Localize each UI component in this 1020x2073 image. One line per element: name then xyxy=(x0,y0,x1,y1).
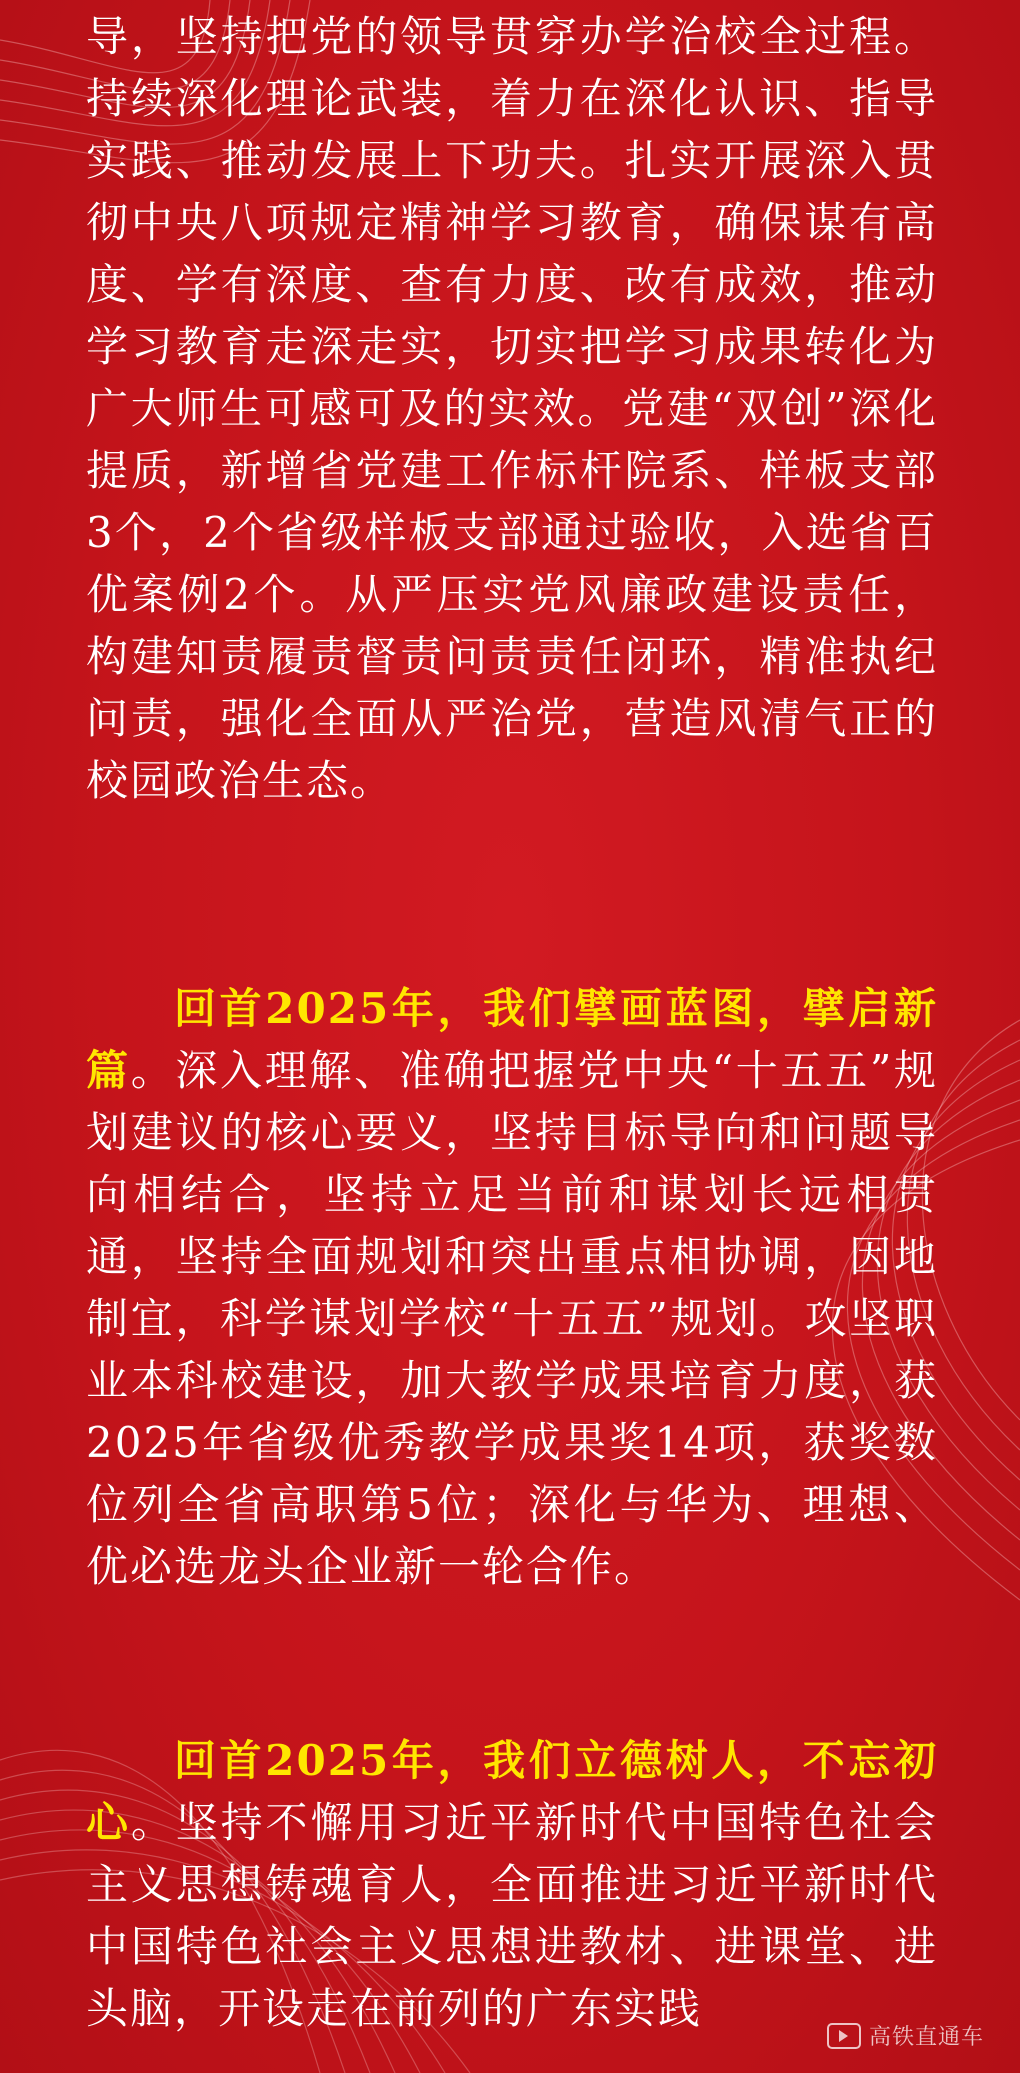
video-play-icon xyxy=(827,2023,861,2049)
paragraph-2-text: 。深入理解、准确把握党中央“十五五”规划建议的核心要义，坚持目标导向和问题导向相结合，坚持立足当前和谋划长远相贯通，坚持全面规划和突出重点相协调，因地制宜，科学谋划学校“十五五”规划。攻坚职业本科校建设，加大教学成果培育力度，获2025年省级优秀教学成果奖14项，获奖数位列全省高职第5位；深化与华为、理想、优必选龙头企业新一轮合作。 xyxy=(86,1046,938,1591)
watermark-text: 高铁直通车 xyxy=(868,2025,984,2050)
watermark xyxy=(827,2020,984,2051)
article-paragraph-2 xyxy=(86,978,938,1598)
paragraph-2-highlight: 回首2025年，我们擘画蓝图，擘启新篇 xyxy=(86,984,938,1095)
paragraph-3-highlight: 回首2025年，我们立德树人，不忘初心 xyxy=(86,1736,938,1847)
paragraph-3-text: 。坚持不懈用习近平新时代中国特色社会主义思想铸魂育人，全面推进习近平新时代中国特色社会主义思想进教材、进课堂、进头脑，开设走在前列的广东实践 xyxy=(86,1798,938,2033)
paragraph-1-text: 导，坚持把党的领导贯穿办学治校全过程。持续深化理论武装，着力在深化认识、指导实践、推动发展上下功夫。扎实开展深入贯彻中央八项规定精神学习教育，确保谋有高度、学有深度、查有力度、改有成效，推动学习教育走深走实，切实把学习成果转化为广大师生可感可及的实效。党建“双创”深化提质，新增省党建工作标杆院系、样板支部3个，2个省级样板支部通过验收，入选省百优案例2个。从严压实党风廉政建设责任，构建知责履责督责问责责任闭环，精准执纪问责，强化全面从严治党，营造风清气正的校园政治生态。 xyxy=(86,12,938,805)
article-paragraph-3 xyxy=(86,1730,938,2040)
article-paragraph-1 xyxy=(86,6,938,812)
